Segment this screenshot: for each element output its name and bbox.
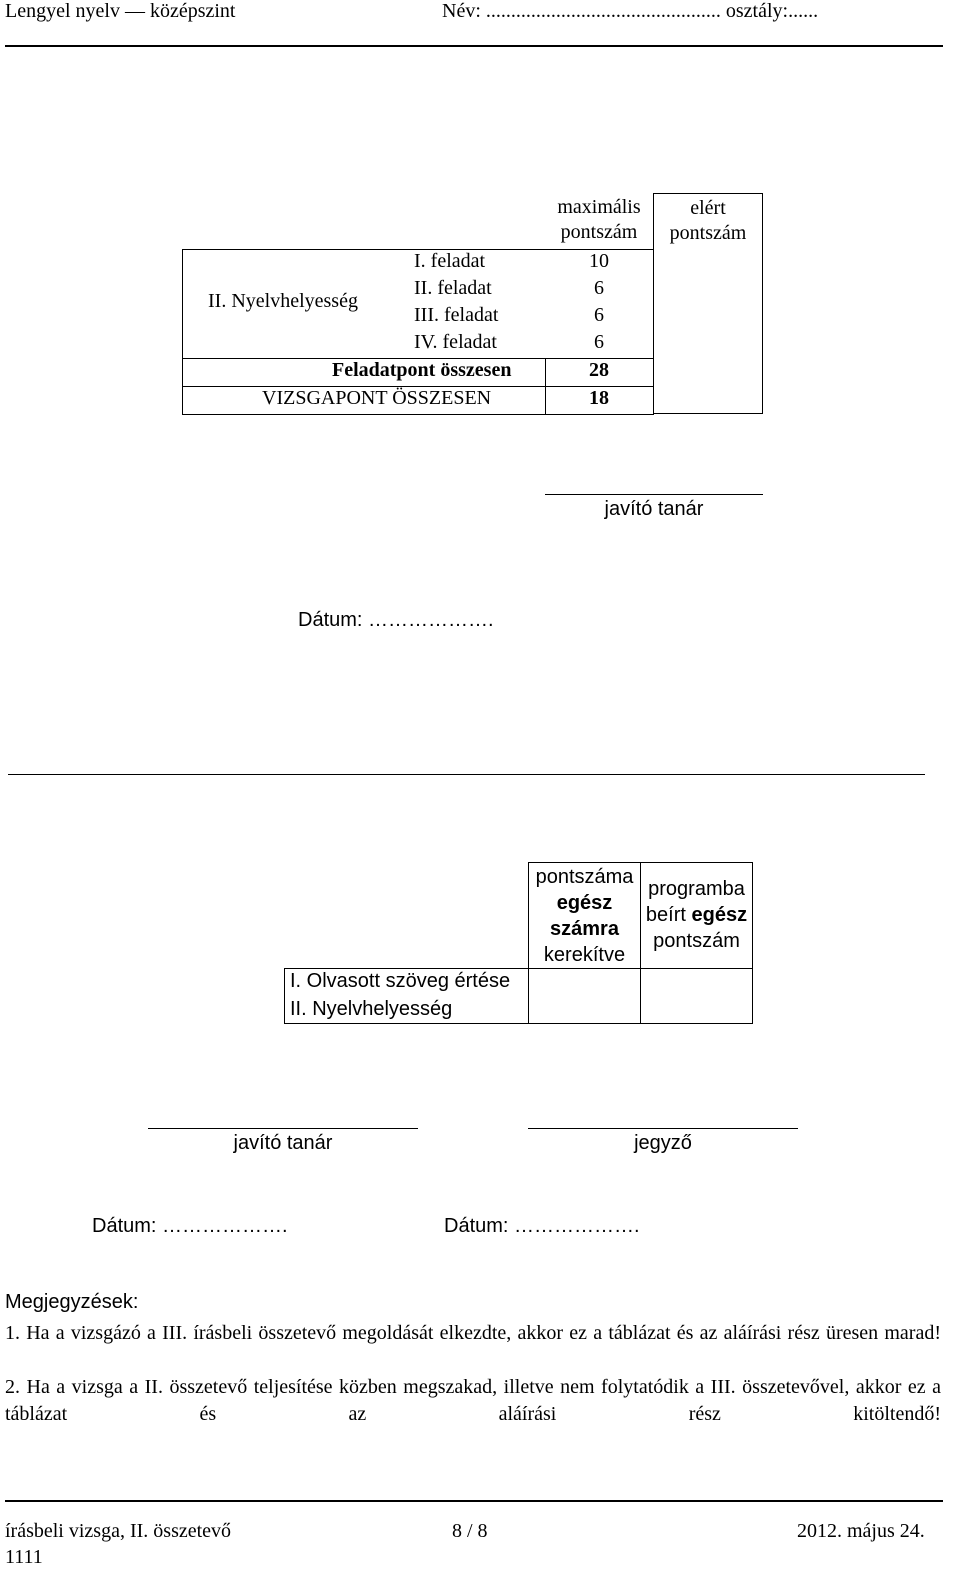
- footer-code: 1111: [5, 1546, 43, 1568]
- section-label: II. Nyelvhelyesség: [208, 290, 358, 312]
- footer-rule: [5, 1500, 943, 1502]
- signature-line: [528, 1128, 798, 1129]
- header-name-field: Név: ............................................... osztály:......: [442, 0, 819, 22]
- task-label: II. feladat: [414, 277, 492, 299]
- signature-line: [545, 494, 763, 495]
- row-label: I. Olvasott szöveg értése: [290, 970, 511, 992]
- rounded-cell: [528, 968, 641, 1024]
- rounded-header-text: egész: [556, 892, 613, 914]
- footer-exam: írásbeli vizsga, II. összetevő: [5, 1520, 232, 1542]
- program-cell: [640, 968, 753, 1024]
- total-label: VIZSGAPONT ÖSSZESEN: [262, 387, 492, 409]
- subtotal-max: 28: [589, 359, 609, 381]
- note-1: 1. Ha a vizsgázó a III. írásbeli összetevő megoldását elkezdte, akkor ez a táblázat és az aláírási rész üresen marad!: [5, 1322, 941, 1344]
- date-field: Dátum: ……………….: [92, 1215, 288, 1237]
- notary-label: jegyző: [634, 1132, 692, 1154]
- col-achieved-header: elért pontszám: [653, 193, 763, 414]
- teacher-label: javító tanár: [604, 498, 704, 520]
- header-title: Lengyel nyelv — középszint: [5, 0, 236, 22]
- rounded-header-text: pontszáma: [535, 866, 634, 888]
- rounded-header-text: kerekítve: [543, 944, 626, 966]
- task-label: IV. feladat: [414, 331, 497, 353]
- task-label: I. feladat: [414, 250, 486, 272]
- task-max: 6: [594, 304, 604, 326]
- program-header-text: beírt egész: [645, 904, 748, 926]
- teacher-label: javító tanár: [233, 1132, 333, 1154]
- page-number: 8 / 8: [452, 1520, 488, 1542]
- section-divider: [8, 774, 925, 775]
- total-max: 18: [589, 387, 609, 409]
- rounded-header-text: számra: [550, 918, 619, 940]
- date-field: Dátum: ……………….: [298, 609, 494, 631]
- signature-line: [148, 1128, 418, 1129]
- task-max: 10: [589, 250, 609, 272]
- header-rule: [5, 45, 943, 47]
- task-max: 6: [594, 277, 604, 299]
- program-header-text: pontszám: [653, 930, 740, 952]
- col-max-header: maximális pontszám: [557, 196, 641, 243]
- note-2: 2. Ha a vizsga a II. összetevő teljesítése közben megszakad, illetve nem folytatódik a III. összetevővel, akkor ez a táblázat és az aláírási rész kitöltendő!: [5, 1376, 941, 1425]
- footer-date: 2012. május 24.: [797, 1520, 925, 1542]
- task-max: 6: [594, 331, 604, 353]
- program-header-text: programba: [648, 878, 745, 900]
- subtotal-label: Feladatpont összesen: [332, 359, 512, 381]
- row-label: II. Nyelvhelyesség: [290, 998, 453, 1020]
- task-label: III. feladat: [414, 304, 499, 326]
- notes-heading: Megjegyzések:: [5, 1291, 139, 1313]
- date-field: Dátum: ……………….: [444, 1215, 640, 1237]
